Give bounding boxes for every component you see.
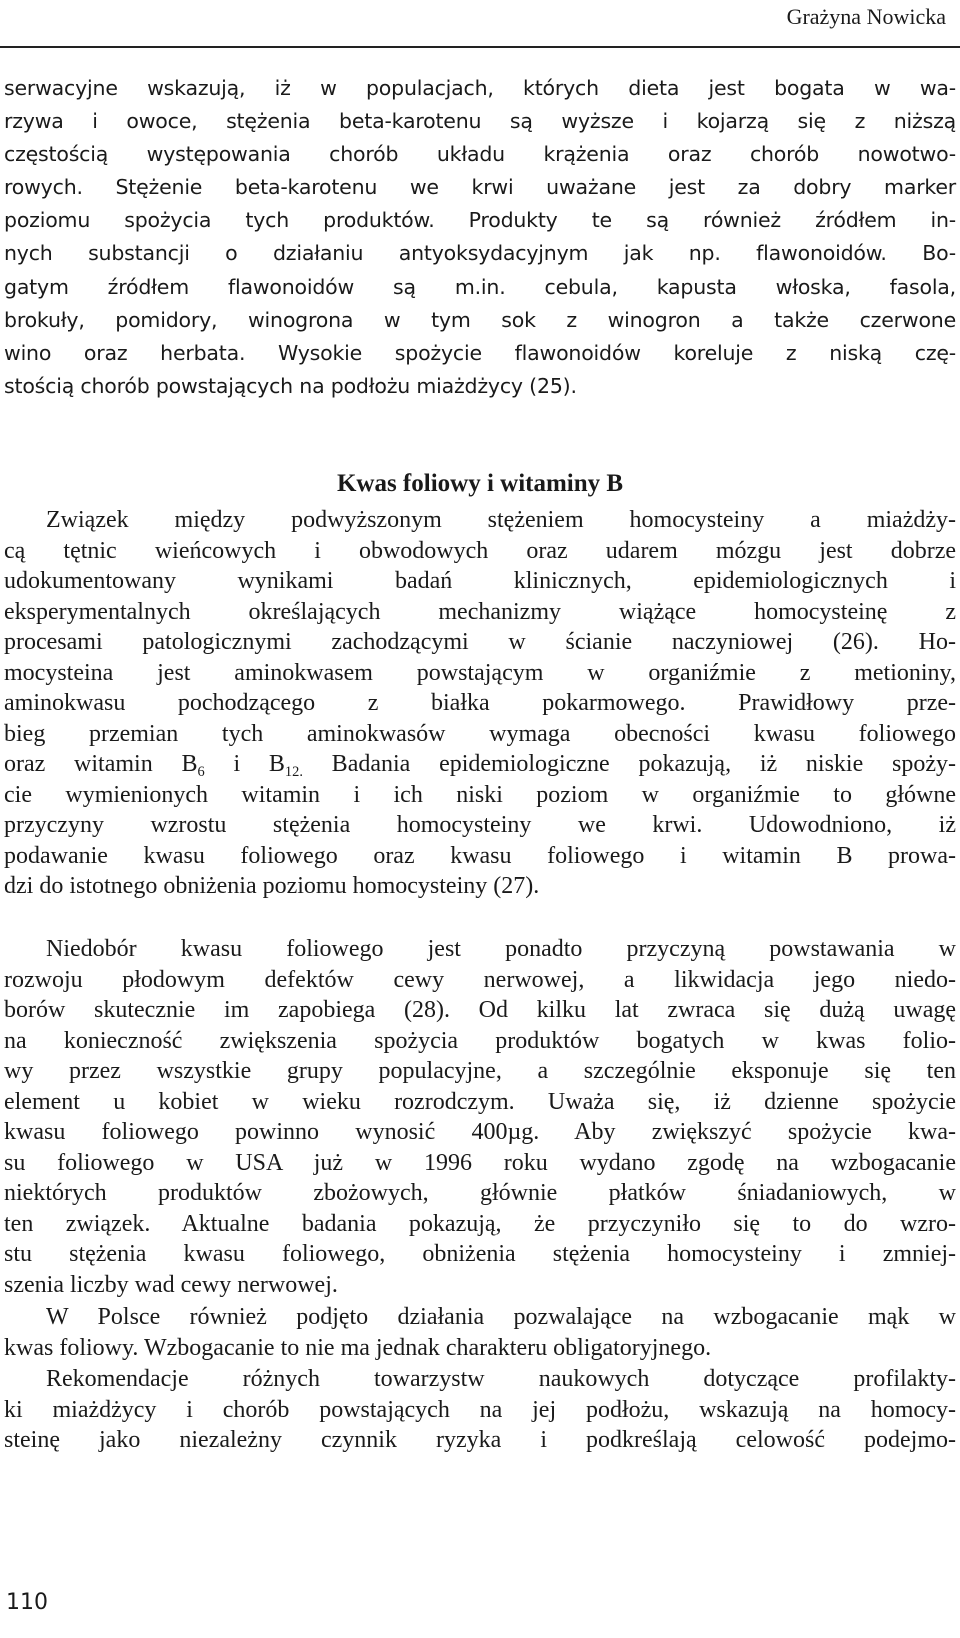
subscript-6: 6: [197, 764, 205, 781]
text-line: Związek między podwyższonym stężeniem homocysteiny a miażdży-: [46, 507, 956, 533]
text-line: W Polsce również podjęto działania pozwalające na wzbogacanie mąk w: [46, 1304, 956, 1330]
section-heading: Kwas foliowy i witaminy B: [336, 470, 624, 497]
text-line: kwas foliowy. Wzbogacanie to nie ma jednak charakteru obligatoryjnego.: [4, 1334, 712, 1361]
text-line: na konieczność zwiększenia spożycia produktów bogatych w kwas folio-: [4, 1027, 956, 1054]
text-line: poziomu spożycia tych produktów. Produkty te są również źródłem in-: [4, 208, 956, 233]
text-line: nych substancji o działaniu antyoksydacyjnym jak np. flawonoidów. Bo-: [4, 241, 956, 266]
text-line: Niedobór kwasu foliowego jest ponadto przyczyną powstawania w: [46, 936, 956, 962]
text-line: serwacyjne wskazują, iż w populacjach, których dieta jest bogata w wa-: [4, 76, 956, 100]
text-line-vitamins: oraz witamin $B_6$ i $B_{12.}$ Badania epidemiologiczne pokazują, iż niskie spoży-: [4, 751, 956, 781]
text-line: borów skutecznie im zapobiega (28). Od kilku lat zwraca się dużą uwagę: [4, 997, 956, 1023]
text-line: su foliowego w USA już w 1996 roku wydano zgodę na wzbogacanie: [4, 1149, 956, 1176]
paragraph-folic-deficiency: [4, 934, 956, 1300]
text-line: aminokwasu pochodzącego z białka pokarmowego. Prawidłowy prze-: [4, 690, 956, 716]
text-line: stu stężenia kwasu foliowego, obniżenia stężenia homocysteiny i zmniej-: [4, 1241, 956, 1267]
text-line: rozwoju płodowym defektów cewy nerwowej, a likwidacja jego niedo-: [4, 966, 956, 993]
text-line: mocysteina jest aminokwasem powstającym w organiźmie z metioniny,: [4, 659, 956, 686]
text-line: niektórych produktów zbożowych, głównie płatków śniadaniowych, w: [4, 1180, 956, 1206]
text-line: wino oraz herbata. Wysokie spożycie flawonoidów koreluje z niską czę-: [4, 340, 956, 365]
text-line: element u kobiet w wieku rozrodczym. Uważa się, iż dzienne spożycie: [4, 1088, 956, 1115]
text-line: dzi do istotnego obniżenia poziomu homocysteiny (27).: [4, 873, 540, 899]
text-line: rzywa i owoce, stężenia beta-karotenu są wyższe i kojarzą się z niższą: [4, 109, 956, 134]
text-line: stością chorób powstających na podłożu miażdżycy (25).: [4, 373, 577, 398]
text-line: podawanie kwasu foliowego oraz kwasu foliowego i witamin B prowa-: [4, 842, 956, 869]
text-line: procesami patologicznymi zachodzącymi w ścianie naczyniowej (26). Ho-: [4, 629, 956, 655]
text-line: cą tętnic wieńcowych i obwodowych oraz udarem mózgu jest dobrze: [4, 537, 956, 564]
paragraph-homocysteine: [4, 505, 956, 902]
text-line: eksperymentalnych określających mechanizmy wiążące homocysteinę z: [4, 598, 956, 625]
header-author: Grażyna Nowicka: [786, 4, 946, 29]
text-line: przyczyny wzrostu stężenia homocysteiny we krwi. Udowodniono, iż: [4, 812, 956, 838]
paragraph-poland: [4, 1302, 956, 1363]
text-line: wy przez wszystkie grupy populacyjne, a szczególnie eksponuje się ten: [4, 1058, 956, 1084]
text-line: rowych. Stężenie beta-karotenu we krwi uważane jest za dobry marker: [4, 175, 956, 200]
subscript-12: 12.: [284, 764, 303, 781]
text-line: częstością występowania chorób układu krążenia oraz chorób nowotwo-: [4, 142, 956, 167]
text-line: steinę jako niezależny czynnik ryzyka i podkreślają celowość podejmo-: [4, 1427, 956, 1453]
text-line: kwasu foliowego powinno wynosić 400µg. Aby zwiększyć spożycie kwa-: [4, 1119, 956, 1145]
text-line: ki miażdżycy i chorób powstających na jej podłożu, wskazują na homocy-: [4, 1396, 956, 1423]
text-line: brokuły, pomidory, winogrona w tym sok z winogron a także czerwone: [4, 307, 956, 332]
text-line: cie wymienionych witamin i ich niski poziom w organiźmie to główne: [4, 781, 956, 808]
text-line: ten związek. Aktualne badania pokazują, że przyczyniło się to do wzro-: [4, 1210, 956, 1237]
text-line: gatym źródłem flawonoidów są m.in. cebula, kapusta włoska, fasola,: [4, 274, 956, 299]
text-line: udokumentowany wynikami badań klinicznych, epidemiologicznych i: [4, 568, 956, 594]
paragraph-recommendations: [4, 1364, 956, 1456]
text-line: szenia liczby wad cewy nerwowej.: [4, 1271, 338, 1298]
page-number: 110: [6, 1590, 48, 1615]
intro-paragraph: [4, 72, 956, 403]
text-line: bieg przemian tych aminokwasów wymaga obecności kwasu foliowego: [4, 720, 956, 747]
text-line: Rekomendacje różnych towarzystw naukowych dotyczące profilakty-: [46, 1366, 956, 1392]
running-header: [0, 0, 960, 48]
